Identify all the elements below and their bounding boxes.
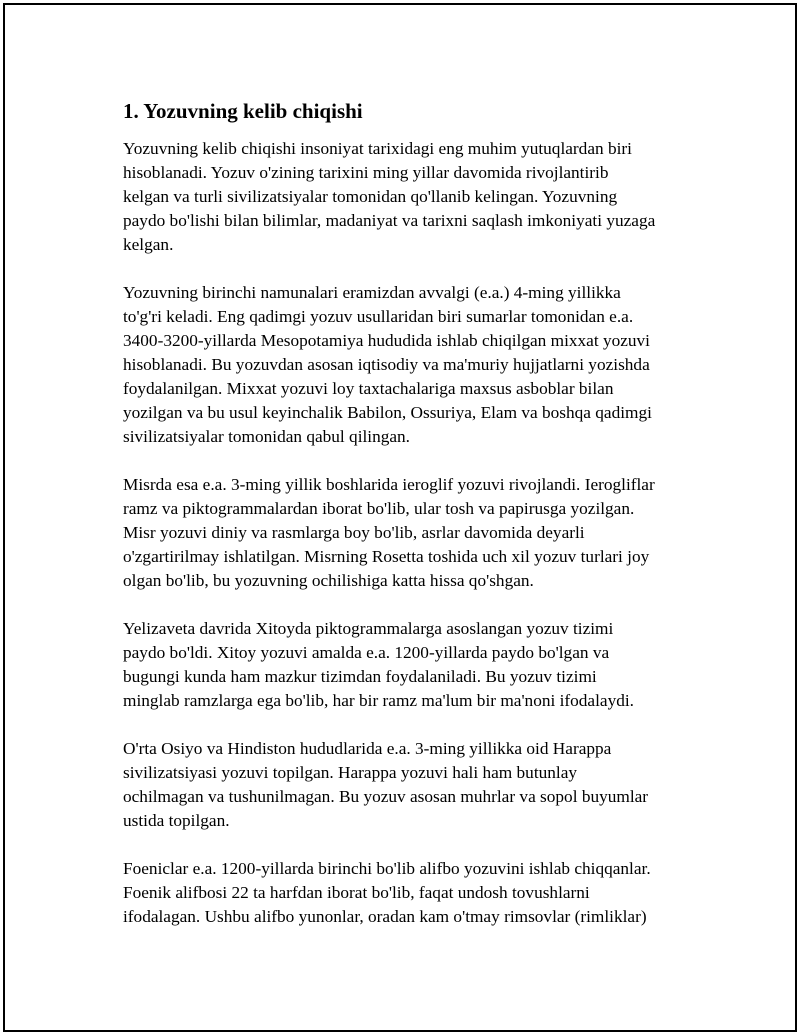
text-line: hisoblanadi. Yozuv o'zining tarixini ming yillar davomida rivojlantirib: [123, 163, 609, 182]
text-line: ifodalagan. Ushbu alifbo yunonlar, oradan kam o'tmay rimsovlar (rimliklar): [123, 907, 647, 926]
text-line: o'zgartirilmay ishlatilgan. Misrning Rosetta toshida uch xil yozuv turlari joy: [123, 547, 650, 566]
text-line: Foeniclar e.a. 1200-yillarda birinchi bo'lib alifbo yozuvini ishlab chiqqanlar.: [123, 859, 651, 878]
text-line: kelgan va turli sivilizatsiyalar tomonidan qo'llanib kelingan. Yozuvning: [123, 187, 618, 206]
document-content: [120, 97, 695, 953]
text-line: Misrda esa e.a. 3-ming yillik boshlarida ieroglif yozuvi rivojlandi. Ierogliflar: [123, 475, 655, 494]
text-line: Yelizaveta davrida Xitoyda piktogrammalarga asoslangan yozuv tizimi: [123, 619, 614, 638]
text-line: sivilizatsiyalar tomonidan qabul qilingan.: [123, 427, 411, 446]
text-line: Foenik alifbosi 22 ta harfdan iborat bo'lib, faqat undosh tovushlarni: [123, 883, 590, 902]
text-line: O'rta Osiyo va Hindiston hududlarida e.a. 3-ming yillikka oid Harappa: [123, 739, 612, 758]
text-line: hisoblanadi. Bu yozuvdan asosan iqtisodiy va ma'muriy hujjatlarni yozishda: [123, 355, 650, 374]
paragraph-1: [120, 137, 695, 257]
text-line: Yozuvning kelib chiqishi insoniyat tarixidagi eng muhim yutuqlardan biri: [123, 139, 632, 158]
page-frame: [3, 3, 797, 1032]
section-heading: 1. Yozuvning kelib chiqishi: [123, 99, 363, 123]
text-line: ochilmagan va tushunilmagan. Bu yozuv asosan muhrlar va sopol buyumlar: [123, 787, 649, 806]
text-line: ustida topilgan.: [123, 811, 230, 830]
paragraph-5: [120, 737, 695, 833]
text-line: yozilgan va bu usul keyinchalik Babilon, Ossuriya, Elam va boshqa qadimgi: [123, 403, 652, 422]
text-line: minglab ramzlarga ega bo'lib, har bir ramz ma'lum bir ma'noni ifodalaydi.: [123, 691, 634, 710]
paragraph-6: [120, 857, 695, 929]
text-line: Yozuvning birinchi namunalari eramizdan avvalgi (e.a.) 4-ming yillikka: [123, 283, 621, 302]
text-line: kelgan.: [123, 235, 174, 254]
text-line: to'g'ri keladi. Eng qadimgi yozuv usullaridan biri sumarlar tomonidan e.a.: [123, 307, 634, 326]
paragraph-4: [120, 617, 695, 713]
text-line: olgan bo'lib, bu yozuvning ochilishiga katta hissa qo'shgan.: [123, 571, 534, 590]
text-line: bugungi kunda ham mazkur tizimdan foydalaniladi. Bu yozuv tizimi: [123, 667, 597, 686]
text-line: paydo bo'lishi bilan bilimlar, madaniyat va tarixni saqlash imkoniyati yuzaga: [123, 211, 656, 230]
text-line: sivilizatsiyasi yozuvi topilgan. Harappa yozuvi hali ham butunlay: [123, 763, 578, 782]
paragraph-2: [120, 281, 695, 449]
paragraph-3: [120, 473, 695, 593]
text-line: ramz va piktogrammalardan iborat bo'lib, ular tosh va papirusga yozilgan.: [123, 499, 635, 518]
text-line: paydo bo'ldi. Xitoy yozuvi amalda e.a. 1200-yillarda paydo bo'lgan va: [123, 643, 610, 662]
text-line: 3400-3200-yillarda Mesopotamiya hududida ishlab chiqilgan mixxat yozuvi: [123, 331, 650, 350]
text-line: foydalanilgan. Mixxat yozuvi loy taxtachalariga maxsus asboblar bilan: [123, 379, 614, 398]
text-line: Misr yozuvi diniy va rasmlarga boy bo'lib, asrlar davomida deyarli: [123, 523, 585, 542]
